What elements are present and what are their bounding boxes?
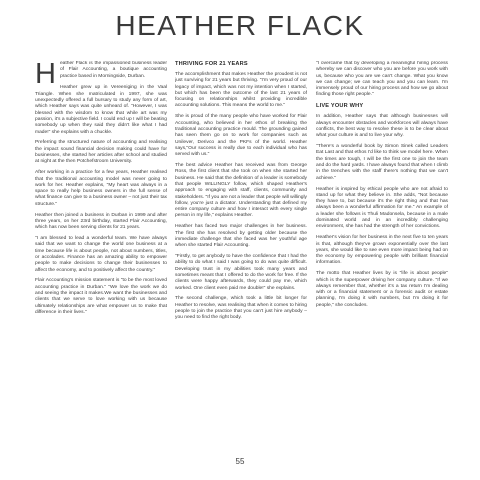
paragraph: Flair Accounting's mission statement is "to be the most loved accounting practice in Durban." "We love the work we do and seeing the impact it makes.We want the businesses and clients that we serve to love working with us because ultimately relationships are what empower us to make that difference in their lives." [35,278,167,315]
paragraph: Preferring the structured nature of accounting and realising the impact sound financial decision making could have for businesses, she started her articles after school and studied at night at the then Potchefstroom University. [35,140,167,165]
page-number: 55 [235,457,245,466]
intro-text: eather Flack is the impassioned business leader of Flair Accounting, a boutique accounting practice based in Morningside, Durban. [59,61,167,79]
paragraph: "Firstly, to get anybody to have the confidence that I had the ability to do what I said I was going to do was quite difficult. Developing trust in my abilities took many years and sometimes meant that I offered to do the work for free. If the clients were happy afterwards, they could pay me, which worked. One client even paid me double!" she explains. [175,254,307,291]
paragraph: Heather is inspired by ethical people who are not afraid to stand up for what they believe in. She adds, "Not because they have to, but because it's the right thing and that has always been a wonderful affirmation for me." An example of a leader she follows is Thuli Madonsela, because in a male dominated world and in an incredibly challenging environment, she has had the strength of her convictions. [316,186,448,230]
paragraph: In addition, Heather says that although businesses will always encounter obstacles and workforces will always have conflicts, the best way to resolve these is to be clear about what your culture is and to live your why. [316,114,448,139]
paragraph: The second challenge, which took a little bit longer for Heather to resolve, was realising that when it comes to hiring people to join the practice that you can't just hire anybody – you need to find the right body. [175,296,307,321]
column-3 [316,61,448,457]
paragraph: "There's a wonderful book by Simon Sinek called Leaders Eat Last and that ethos I'd like to think we model here. When the times are tough, I will be the first one to join the team and do the hard yards. I have always found that when I climb in the trenches with the staff there's nothing that we can't achieve." [316,144,448,181]
intro-paragraph [35,61,167,90]
section-heading-thriving: THRIVING FOR 21 YEARS [175,61,248,67]
paragraph: She is proud of the many people who have worked for Flair Accounting, who believed in her ethos of breaking the traditional accounting practice mould. The grounding gained has seen them go on to work for companies such as Unilever, Derivco and the PKFs of the world. Heather says,"Our success is really due to each individual who has served with us." [175,114,307,158]
paragraph: The motto that Heather lives by is "life is about people" which is the superpower driving her company culture. "If we always remember that, whether it's a tax return I'm dealing with or a financial statement or a forensic audit or estate planning, I'm doing it with numbers, but I'm doing it for people," she concludes. [316,271,448,308]
paragraph: Heather then joined a business in Durban in 1999 and after three years, on her 23rd birthday, started Flair Accounting, which has now been serving clients for 21 years. [35,212,167,231]
section-heading-live-your-why: LIVE YOUR WHY [316,103,364,110]
paragraph: Heather has faced two major challenges in her business. The first she has resolved by getting older because the immediate challenge that she faced was her youthful age when she started Flair Accounting. [175,224,307,249]
paragraph: Heather's vision for her business in the next five to ten years is that, although they've grown exponentially over the last years, she would like to see even more impact being had on the economy by empowering people with brilliant financial information. [316,235,448,266]
column-1 [35,61,167,457]
paragraph: After working in a practice for a few years, Heather realised that the traditional accounting model was never going to work for her. Heather explains, "My heart was always in a space to really help business owners in the full sense of what finance can give to a business owner – not just their tax structure." [35,170,167,207]
drop-cap: H [35,61,56,90]
paragraph: The accomplishment that makes Heather the proudest is not just surviving for 21 years but thriving. "I'm very proud of our legacy of impact, which was not my intention when I started, but which has been the outcome of the last 21 years of focusing on relationships whilst providing incredible accounting solutions. This means the world to me." [175,72,307,109]
paragraph: The best advice Heather has received was from George Ross, the first client that she took on when she started her business. He said that the definition of a leader is somebody that people WILLINGLY follow, which shaped Heather's approach to engaging with staff, clients, community and stakeholders. "If you are not a leader that people will willingly follow, you're just a dictator. Understanding that defined my entire company culture and how I interact with every single person in my life," explains Heather. [175,163,307,219]
column-2 [175,61,307,457]
paragraph: "I overcame that by developing a meaningful hiring process whereby we can discover who you are before you work with us, because who you are we can't change. What you know we can change; we can teach you and you can learn. I'm immensely proud of our hiring process and how we go about finding those right people." [316,61,448,98]
paragraph: "I am blessed to lead a wonderful team. We have always said that we want to change the world one business at a time because life is about people, not about numbers, titles, or accolades. Finance has an amazing ability to empower people to make decisions to change their businesses to affect the economy, and to positively affect the country." [35,236,167,273]
article-title: HEATHER FLACK [115,10,365,41]
paragraph: Heather grew up in Vereeniging in the Vaal Triangle. When she matriculated in 1997, she was unexpectedly offered a full bursary to study any form of art, which Heather says was quite unheard of. "However, I was blessed with the wisdom to know that while art was my passion, it's a subjective field. I could end up I will be beating somebody up when they said they didn't like what I had made!" she explains with a chuckle. [35,85,167,135]
